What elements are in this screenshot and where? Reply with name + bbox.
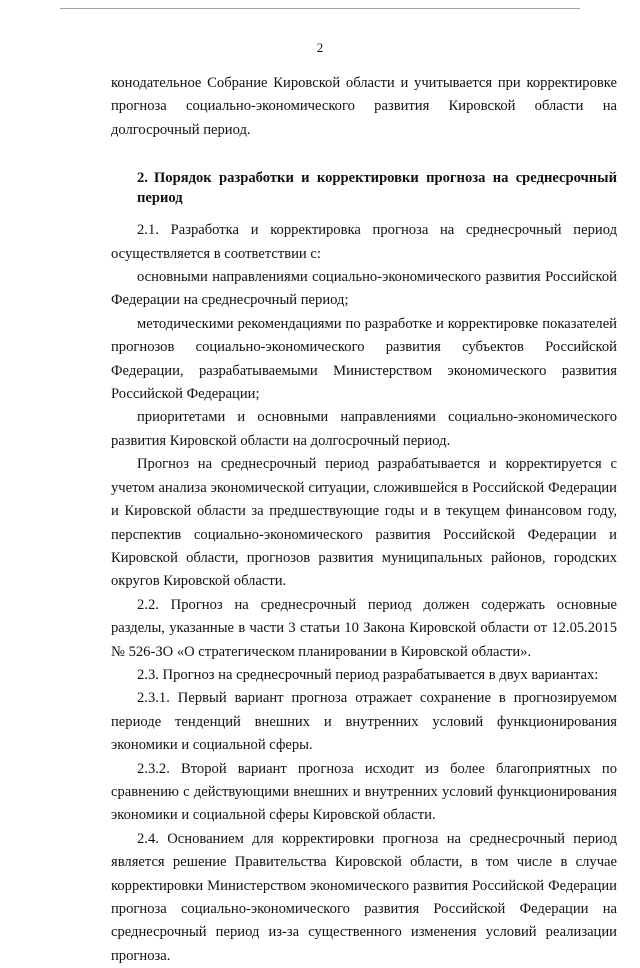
top-divider-line — [60, 8, 580, 9]
list-item-priorities: приоритетами и основными направлениями социально-экономического развития Кировской области на долгосрочный период. — [111, 409, 617, 449]
paragraph-2-4: 2.4. Основанием для корректировки прогноза на среднесрочный период является решение Правительства Кировской области, в том числе в случае корректировки Министерством экономического развития Российской Федерации прогноза социально-экономического развития Российской Федерации на среднесрочный период из-за существенного изменения условий реализации прогноза. — [111, 830, 617, 964]
paragraph-2-3-1: 2.3.1. Первый вариант прогноза отражает сохранение в прогнозируемом периоде тенденций внешних и внутренних условий функционирования экономики и социальной сферы. — [111, 690, 617, 754]
paragraph-forecast-analysis: Прогноз на среднесрочный период разрабатывается и корректируется с учетом анализа экономической ситуации, сложившейся в Российской Федерации и Кировской области за предшествующие годы и в текущем финансовом году, перспектив социально-экономического развития Российской Федерации и Кировской области, прогнозов развития муниципальных районов, городских округов Кировской области. — [111, 456, 617, 590]
paragraph-2-2: 2.2. Прогноз на среднесрочный период должен содержать основные разделы, указанные в части 3 статьи 10 Закона Кировской области от 12.05.2015 № 526-ЗО «О стратегическом планировании в Кировской области». — [111, 596, 617, 660]
paragraph-2-3: 2.3. Прогноз на среднесрочный период разрабатывается в двух вариантах: — [137, 666, 599, 683]
paragraph-2-1: 2.1. Разработка и корректировка прогноза на среднесрочный период осуществляется в соответствии с: — [111, 222, 617, 262]
section-heading — [111, 168, 617, 208]
paragraph-2-3-2: 2.3.2. Второй вариант прогноза исходит из более благоприятных по сравнению с действующими внешних и внутренних условий функционирования экономики и социальной сферы Кировской области. — [111, 760, 617, 824]
paragraph-continuation: конодательное Собрание Кировской области и учитывается при корректировке прогноза социально-экономического развития Кировской области на долгосрочный период. — [111, 75, 617, 138]
section-number: 2. — [137, 170, 148, 187]
list-item-methodological-recommendations: методическими рекомендациями по разработке и корректировке показателей прогнозов социально-экономического развития субъектов Российской Федерации, разрабатываемыми Министерством экономического развития Российской Федерации; — [111, 315, 617, 403]
section-title: Порядок разработки и корректировки прогноза на среднесрочный период — [137, 170, 617, 207]
page-number: 2 — [316, 40, 324, 55]
document-body — [111, 72, 617, 968]
list-item-basic-directions: основными направлениями социально-экономического развития Российской Федерации на среднесрочный период; — [111, 269, 617, 309]
